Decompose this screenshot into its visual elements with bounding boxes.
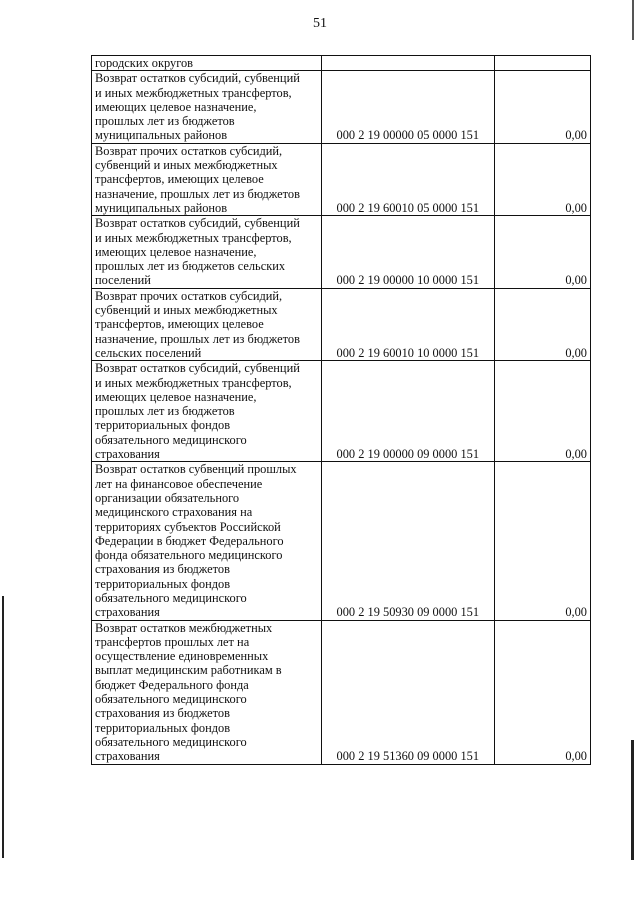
- table-row: [92, 462, 591, 620]
- row-amount: 0,00: [494, 361, 590, 462]
- page-number: 51: [313, 16, 327, 31]
- row-amount: [494, 56, 590, 71]
- row-amount: 0,00: [494, 620, 590, 764]
- row-description: Возврат остатков субсидий, субвенций и иных межбюджетных трансфертов, имеющих целевое назначение, прошлых лет из бюджетов муниципальных районов: [92, 71, 322, 143]
- table-row: [92, 56, 591, 71]
- row-code: 000 2 19 00000 05 0000 151: [321, 71, 494, 143]
- table-row: [92, 71, 591, 143]
- row-amount: 0,00: [494, 462, 590, 620]
- row-amount: 0,00: [494, 216, 590, 288]
- row-description: Возврат остатков субвенций прошлых лет на финансовое обеспечение организации обязательного медицинского страхования на территориях субъектов Российской Федерации в бюджет Федерального фонда обязательного медицинского страхования из бюджетов территориальных фондов обязательного медицинского страхования: [92, 462, 322, 620]
- row-description: Возврат остатков субсидий, субвенций и иных межбюджетных трансфертов, имеющих целевое назначение, прошлых лет из бюджетов территориальных фондов обязательного медицинского страхования: [92, 361, 322, 462]
- row-description: городских округов: [92, 56, 322, 71]
- row-description: Возврат прочих остатков субсидий, субвенций и иных межбюджетных трансфертов, имеющих целевое назначение, прошлых лет из бюджетов сельских поселений: [92, 288, 322, 360]
- row-code: [321, 56, 494, 71]
- row-description: Возврат прочих остатков субсидий, субвенций и иных межбюджетных трансфертов, имеющих целевое назначение, прошлых лет из бюджетов муниципальных районов: [92, 143, 322, 215]
- budget-table: [91, 55, 591, 765]
- scan-edge-artifact: [631, 740, 634, 860]
- row-amount: 0,00: [494, 143, 590, 215]
- row-amount: 0,00: [494, 288, 590, 360]
- table-row: [92, 216, 591, 288]
- row-code: 000 2 19 00000 09 0000 151: [321, 361, 494, 462]
- row-code: 000 2 19 00000 10 0000 151: [321, 216, 494, 288]
- table-row: [92, 620, 591, 764]
- table-row: [92, 361, 591, 462]
- row-code: 000 2 19 60010 10 0000 151: [321, 288, 494, 360]
- scan-edge-artifact: [632, 0, 634, 40]
- row-code: 000 2 19 50930 09 0000 151: [321, 462, 494, 620]
- row-code: 000 2 19 51360 09 0000 151: [321, 620, 494, 764]
- table-row: [92, 288, 591, 360]
- scan-edge-artifact: [2, 596, 4, 858]
- row-code: 000 2 19 60010 05 0000 151: [321, 143, 494, 215]
- row-amount: 0,00: [494, 71, 590, 143]
- row-description: Возврат остатков межбюджетных трансфертов прошлых лет на осуществление единовременных выплат медицинским работникам в бюджет Федерального фонда обязательного медицинского страхования из бюджетов территориальных фондов обязательного медицинского страхования: [92, 620, 322, 764]
- table-row: [92, 143, 591, 215]
- row-description: Возврат остатков субсидий, субвенций и иных межбюджетных трансфертов, имеющих целевое назначение, прошлых лет из бюджетов сельских поселений: [92, 216, 322, 288]
